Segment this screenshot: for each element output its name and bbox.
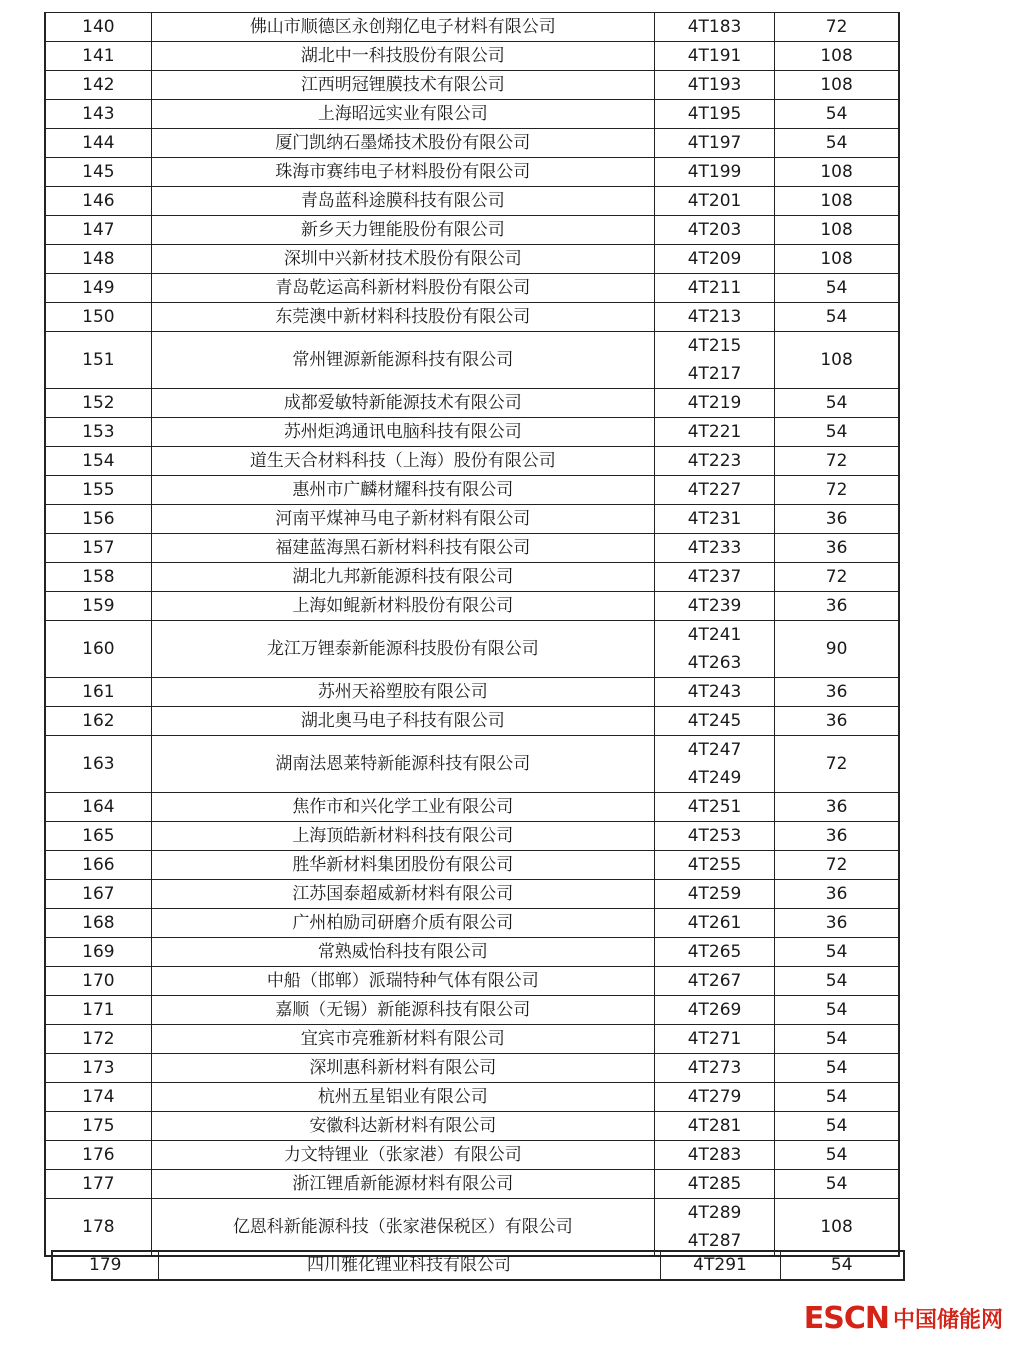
table-row [45, 909, 899, 938]
company-name: 浙江锂盾新能源材料有限公司 [151, 1170, 654, 1199]
booth-area: 54 [775, 100, 899, 129]
table-row [45, 534, 899, 563]
table-row [45, 245, 899, 274]
table-row [45, 100, 899, 129]
row-number: 149 [45, 274, 151, 303]
row-number: 163 [45, 736, 151, 793]
table-row [45, 938, 899, 967]
booth-codes [654, 274, 774, 303]
booth-area: 54 [780, 1251, 904, 1280]
booth-code: 4T255 [687, 855, 742, 875]
booth-area: 54 [775, 1025, 899, 1054]
booth-codes [654, 332, 774, 389]
booth-area: 72 [775, 851, 899, 880]
company-name: 上海如鲲新材料股份有限公司 [151, 592, 654, 621]
table-row [45, 158, 899, 187]
row-number: 147 [45, 216, 151, 245]
booth-codes [654, 1054, 774, 1083]
booth-codes [654, 476, 774, 505]
company-name: 力文特锂业（张家港）有限公司 [151, 1141, 654, 1170]
booth-codes [654, 880, 774, 909]
row-number: 140 [45, 13, 151, 42]
table-row [45, 1054, 899, 1083]
booth-area: 36 [775, 505, 899, 534]
row-number: 144 [45, 129, 151, 158]
booth-codes [654, 303, 774, 332]
company-name: 龙江万锂泰新能源科技股份有限公司 [151, 621, 654, 678]
row-number: 172 [45, 1025, 151, 1054]
booth-code: 4T279 [687, 1087, 742, 1107]
table-row [45, 418, 899, 447]
booth-code: 4T239 [687, 596, 742, 616]
row-number: 179 [52, 1251, 158, 1280]
logo-en-text: ESCN [803, 1300, 889, 1336]
booth-codes [654, 100, 774, 129]
table-row [45, 967, 899, 996]
company-name: 嘉顺（无锡）新能源科技有限公司 [151, 996, 654, 1025]
booth-code: 4T203 [687, 220, 742, 240]
booth-code: 4T247 [687, 740, 742, 760]
table-row [45, 1170, 899, 1199]
company-name: 青岛蓝科途膜科技有限公司 [151, 187, 654, 216]
table-row [45, 592, 899, 621]
table-row [45, 621, 899, 678]
row-number: 167 [45, 880, 151, 909]
row-number: 159 [45, 592, 151, 621]
company-name: 宜宾市亮雅新材料有限公司 [151, 1025, 654, 1054]
booth-area: 108 [775, 71, 899, 100]
row-number: 176 [45, 1141, 151, 1170]
booth-area: 36 [775, 793, 899, 822]
booth-area: 36 [775, 534, 899, 563]
table-row [45, 13, 899, 42]
company-name: 湖北九邦新能源科技有限公司 [151, 563, 654, 592]
booth-codes [654, 793, 774, 822]
company-name: 湖南法恩莱特新能源科技有限公司 [151, 736, 654, 793]
row-number: 141 [45, 42, 151, 71]
company-name: 苏州炬鸿通讯电脑科技有限公司 [151, 418, 654, 447]
booth-codes [654, 534, 774, 563]
booth-codes [654, 967, 774, 996]
booth-codes [654, 245, 774, 274]
booth-area: 54 [775, 1112, 899, 1141]
company-name: 广州柏励司研磨介质有限公司 [151, 909, 654, 938]
booth-area: 36 [775, 592, 899, 621]
company-name: 河南平煤神马电子新材料有限公司 [151, 505, 654, 534]
table-row [45, 996, 899, 1025]
company-name: 青岛乾运高科新材料股份有限公司 [151, 274, 654, 303]
booth-area: 36 [775, 909, 899, 938]
booth-code: 4T263 [687, 653, 742, 673]
company-name: 四川雅化锂业科技有限公司 [158, 1251, 660, 1280]
row-number: 168 [45, 909, 151, 938]
booth-code: 4T237 [687, 567, 742, 587]
booth-area: 54 [775, 389, 899, 418]
table-row [45, 274, 899, 303]
booth-codes [654, 42, 774, 71]
booth-codes [654, 822, 774, 851]
table-row [45, 42, 899, 71]
booth-area: 108 [775, 332, 899, 389]
booth-area: 90 [775, 621, 899, 678]
row-number: 150 [45, 303, 151, 332]
booth-code: 4T211 [687, 278, 742, 298]
booth-code: 4T193 [687, 75, 742, 95]
row-number: 173 [45, 1054, 151, 1083]
booth-code: 4T195 [687, 104, 742, 124]
booth-codes [654, 909, 774, 938]
booth-code: 4T199 [687, 162, 742, 182]
booth-area: 108 [775, 158, 899, 187]
booth-code: 4T251 [687, 797, 742, 817]
booth-code: 4T281 [687, 1116, 742, 1136]
escn-logo [804, 1300, 1003, 1336]
row-number: 146 [45, 187, 151, 216]
booth-area: 54 [775, 303, 899, 332]
company-name: 常熟威怡科技有限公司 [151, 938, 654, 967]
company-name: 胜华新材料集团股份有限公司 [151, 851, 654, 880]
table-row [45, 736, 899, 793]
row-number: 145 [45, 158, 151, 187]
booth-code: 4T243 [687, 682, 742, 702]
booth-codes [654, 938, 774, 967]
row-number: 171 [45, 996, 151, 1025]
booth-code: 4T197 [687, 133, 742, 153]
row-number: 160 [45, 621, 151, 678]
booth-code: 4T285 [687, 1174, 742, 1194]
booth-code: 4T233 [687, 538, 742, 558]
company-name: 新乡天力锂能股份有限公司 [151, 216, 654, 245]
booth-code: 4T245 [687, 711, 742, 731]
booth-code: 4T289 [687, 1203, 742, 1223]
booth-code: 4T287 [687, 1231, 742, 1251]
table-row [45, 822, 899, 851]
booth-code: 4T261 [687, 913, 742, 933]
booth-codes [654, 851, 774, 880]
booth-area: 72 [775, 13, 899, 42]
booth-codes [654, 158, 774, 187]
booth-codes [654, 1170, 774, 1199]
table-row [45, 1083, 899, 1112]
row-number: 178 [45, 1199, 151, 1257]
company-name: 江西明冠锂膜技术有限公司 [151, 71, 654, 100]
booth-area: 36 [775, 678, 899, 707]
company-name: 深圳惠科新材料有限公司 [151, 1054, 654, 1083]
booth-code: 4T231 [687, 509, 742, 529]
table-row [45, 1141, 899, 1170]
table-row [45, 678, 899, 707]
table-row [45, 332, 899, 389]
booth-area: 108 [775, 216, 899, 245]
company-name: 常州锂源新能源科技有限公司 [151, 332, 654, 389]
company-name: 厦门凯纳石墨烯技术股份有限公司 [151, 129, 654, 158]
company-name: 中船（邯郸）派瑞特种气体有限公司 [151, 967, 654, 996]
booth-codes [654, 1141, 774, 1170]
booth-code: 4T265 [687, 942, 742, 962]
booth-code: 4T227 [687, 480, 742, 500]
company-name: 珠海市赛纬电子材料股份有限公司 [151, 158, 654, 187]
booth-codes [654, 418, 774, 447]
booth-codes [654, 129, 774, 158]
row-number: 170 [45, 967, 151, 996]
table-row [45, 216, 899, 245]
row-number: 175 [45, 1112, 151, 1141]
booth-area: 54 [775, 274, 899, 303]
booth-area: 54 [775, 938, 899, 967]
table-row [45, 880, 899, 909]
booth-area: 72 [775, 476, 899, 505]
company-name: 湖北中一科技股份有限公司 [151, 42, 654, 71]
table-row [45, 1025, 899, 1054]
company-name: 道生天合材料科技（上海）股份有限公司 [151, 447, 654, 476]
booth-area: 108 [775, 1199, 899, 1257]
row-number: 151 [45, 332, 151, 389]
row-number: 166 [45, 851, 151, 880]
table-row [45, 303, 899, 332]
table-row [45, 71, 899, 100]
table-row [52, 1251, 904, 1280]
row-number: 177 [45, 1170, 151, 1199]
booth-codes [654, 1025, 774, 1054]
row-number: 157 [45, 534, 151, 563]
booth-area: 54 [775, 418, 899, 447]
table-row [45, 187, 899, 216]
booth-code: 4T221 [687, 422, 742, 442]
company-name: 福建蓝海黑石新材料科技有限公司 [151, 534, 654, 563]
booth-code: 4T213 [687, 307, 742, 327]
row-number: 154 [45, 447, 151, 476]
booth-code: 4T183 [687, 17, 742, 37]
booth-codes [654, 447, 774, 476]
company-name: 深圳中兴新材技术股份有限公司 [151, 245, 654, 274]
row-number: 153 [45, 418, 151, 447]
booth-code: 4T209 [687, 249, 742, 269]
booth-codes [654, 621, 774, 678]
row-number: 169 [45, 938, 151, 967]
booth-area: 54 [775, 1141, 899, 1170]
company-name: 上海昭远实业有限公司 [151, 100, 654, 129]
company-name: 苏州天裕塑胶有限公司 [151, 678, 654, 707]
booth-code: 4T273 [687, 1058, 742, 1078]
exhibitor-table-body [45, 13, 899, 1257]
booth-code: 4T253 [687, 826, 742, 846]
booth-codes [654, 1199, 774, 1257]
booth-codes [654, 1112, 774, 1141]
booth-codes [654, 71, 774, 100]
row-number: 164 [45, 793, 151, 822]
company-name: 上海顶皓新材料科技有限公司 [151, 822, 654, 851]
row-number: 156 [45, 505, 151, 534]
company-name: 佛山市顺德区永创翔亿电子材料有限公司 [151, 13, 654, 42]
company-name: 惠州市广麟材耀科技有限公司 [151, 476, 654, 505]
booth-codes [654, 187, 774, 216]
company-name: 江苏国泰超威新材料有限公司 [151, 880, 654, 909]
booth-codes [654, 563, 774, 592]
company-name: 焦作市和兴化学工业有限公司 [151, 793, 654, 822]
booth-area: 72 [775, 563, 899, 592]
booth-codes [654, 505, 774, 534]
row-number: 143 [45, 100, 151, 129]
booth-code: 4T283 [687, 1145, 742, 1165]
row-number: 161 [45, 678, 151, 707]
booth-codes [654, 996, 774, 1025]
booth-codes [654, 707, 774, 736]
logo-cn-text: 中国储能网 [892, 1307, 1003, 1333]
booth-code: 4T201 [687, 191, 742, 211]
company-name: 安徽科达新材料有限公司 [151, 1112, 654, 1141]
row-number: 142 [45, 71, 151, 100]
booth-codes [654, 678, 774, 707]
booth-code: 4T259 [687, 884, 742, 904]
booth-area: 108 [775, 42, 899, 71]
booth-area: 54 [775, 1170, 899, 1199]
table-row [45, 505, 899, 534]
company-name: 亿恩科新能源科技（张家港保税区）有限公司 [151, 1199, 654, 1257]
table-row [45, 563, 899, 592]
table-row [45, 793, 899, 822]
company-name: 湖北奥马电子科技有限公司 [151, 707, 654, 736]
table-row [45, 851, 899, 880]
booth-codes [654, 13, 774, 42]
booth-area: 54 [775, 129, 899, 158]
row-number: 174 [45, 1083, 151, 1112]
booth-code: 4T241 [687, 625, 742, 645]
booth-code: 4T191 [687, 46, 742, 66]
booth-area: 36 [775, 880, 899, 909]
company-name: 东莞澳中新材料科技股份有限公司 [151, 303, 654, 332]
booth-code: 4T215 [687, 336, 742, 356]
table-row [45, 389, 899, 418]
booth-area: 54 [775, 1054, 899, 1083]
table-row [45, 707, 899, 736]
table-row [45, 129, 899, 158]
row-number: 152 [45, 389, 151, 418]
table-row [45, 476, 899, 505]
booth-area: 72 [775, 447, 899, 476]
booth-codes [654, 1083, 774, 1112]
booth-code: 4T269 [687, 1000, 742, 1020]
booth-area: 108 [775, 245, 899, 274]
booth-codes [654, 216, 774, 245]
exhibitor-table [44, 12, 900, 1257]
booth-code: 4T249 [687, 768, 742, 788]
booth-area: 36 [775, 707, 899, 736]
booth-area: 72 [775, 736, 899, 793]
booth-codes [654, 736, 774, 793]
booth-codes [654, 592, 774, 621]
booth-area: 54 [775, 967, 899, 996]
booth-area: 54 [775, 1083, 899, 1112]
booth-code: 4T217 [687, 364, 742, 384]
booth-area: 54 [775, 996, 899, 1025]
row-number: 155 [45, 476, 151, 505]
table-row [45, 1112, 899, 1141]
extra-row-table [51, 1250, 905, 1281]
row-number: 165 [45, 822, 151, 851]
booth-codes [654, 389, 774, 418]
booth-area: 36 [775, 822, 899, 851]
table-row [45, 1199, 899, 1257]
booth-code: 4T291 [660, 1251, 780, 1280]
company-name: 杭州五星铝业有限公司 [151, 1083, 654, 1112]
booth-code: 4T219 [687, 393, 742, 413]
row-number: 162 [45, 707, 151, 736]
booth-code: 4T271 [687, 1029, 742, 1049]
booth-area: 108 [775, 187, 899, 216]
booth-code: 4T267 [687, 971, 742, 991]
company-name: 成都爱敏特新能源技术有限公司 [151, 389, 654, 418]
row-number: 158 [45, 563, 151, 592]
row-number: 148 [45, 245, 151, 274]
booth-code: 4T223 [687, 451, 742, 471]
table-row [45, 447, 899, 476]
